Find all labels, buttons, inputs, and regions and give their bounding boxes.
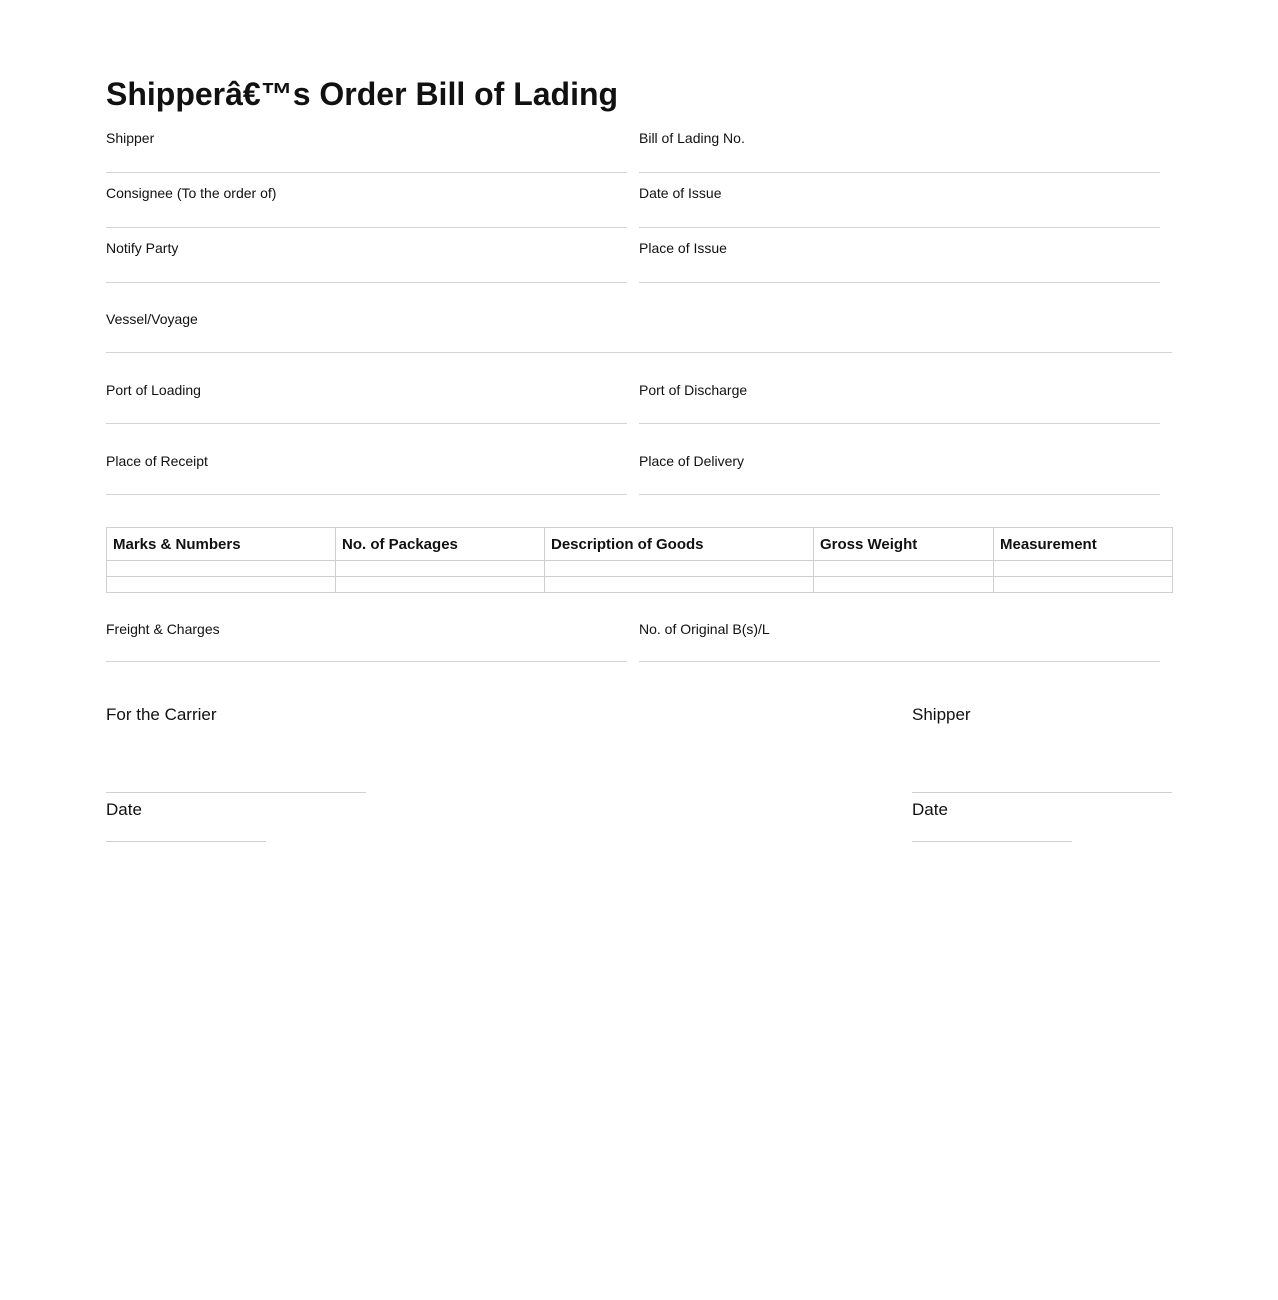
port-of-loading-input-line[interactable]: [106, 423, 627, 424]
notify-party-input-line[interactable]: [106, 282, 627, 283]
shipper-date-label: Date: [912, 800, 948, 819]
consignee-label: Consignee (To the order of): [106, 185, 277, 201]
column-header-marks-numbers: Marks & Numbers: [107, 528, 336, 561]
table-cell[interactable]: [107, 577, 336, 593]
notify-party-label: Notify Party: [106, 240, 179, 256]
bill-of-lading-no-input-line[interactable]: [639, 172, 1160, 173]
table-cell[interactable]: [545, 577, 814, 593]
carrier-date-line[interactable]: [106, 841, 266, 842]
freight-charges-label: Freight & Charges: [106, 621, 220, 637]
column-header-gross-weight: Gross Weight: [814, 528, 994, 561]
port-of-loading-label: Port of Loading: [106, 382, 201, 398]
vessel-voyage-label: Vessel/Voyage: [106, 311, 198, 327]
column-header-measurement: Measurement: [994, 528, 1173, 561]
shipper-label: Shipper: [106, 130, 155, 146]
shipper-date-line[interactable]: [912, 841, 1072, 842]
column-header-description-of-goods: Description of Goods: [545, 528, 814, 561]
shipper-signature-label: Shipper: [912, 705, 971, 724]
port-of-discharge-input-line[interactable]: [639, 423, 1160, 424]
no-of-originals-label: No. of Original B(s)/L: [639, 621, 770, 637]
place-of-issue-input-line[interactable]: [639, 282, 1160, 283]
port-of-discharge-label: Port of Discharge: [639, 382, 748, 398]
place-of-delivery-label: Place of Delivery: [639, 453, 745, 469]
table-cell[interactable]: [994, 577, 1173, 593]
place-of-delivery-input-line[interactable]: [639, 494, 1160, 495]
shipper-input-line[interactable]: [106, 172, 627, 173]
place-of-issue-label: Place of Issue: [639, 240, 727, 256]
carrier-signature-line[interactable]: [106, 792, 366, 793]
goods-table-header-row: [107, 528, 1173, 561]
place-of-receipt-label: Place of Receipt: [106, 453, 208, 469]
table-cell[interactable]: [814, 561, 994, 577]
date-of-issue-label: Date of Issue: [639, 185, 722, 201]
carrier-signature-label: For the Carrier: [106, 705, 217, 724]
table-cell[interactable]: [814, 577, 994, 593]
table-cell[interactable]: [994, 561, 1173, 577]
consignee-input-line[interactable]: [106, 227, 627, 228]
column-header-no-of-packages: No. of Packages: [336, 528, 545, 561]
date-of-issue-input-line[interactable]: [639, 227, 1160, 228]
table-row: [107, 561, 1173, 577]
table-cell[interactable]: [107, 561, 336, 577]
goods-table: [106, 527, 1173, 593]
table-cell[interactable]: [545, 561, 814, 577]
carrier-date-label: Date: [106, 800, 142, 819]
bill-of-lading-no-label: Bill of Lading No.: [639, 130, 745, 146]
table-row: [107, 577, 1173, 593]
vessel-voyage-input-line[interactable]: [106, 352, 1172, 353]
no-of-originals-input-line[interactable]: [639, 661, 1160, 662]
page-title: Shipperâ€™s Order Bill of Lading: [106, 76, 619, 112]
table-cell[interactable]: [336, 577, 545, 593]
place-of-receipt-input-line[interactable]: [106, 494, 627, 495]
freight-charges-input-line[interactable]: [106, 661, 627, 662]
shipper-signature-line[interactable]: [912, 792, 1172, 793]
table-cell[interactable]: [336, 561, 545, 577]
